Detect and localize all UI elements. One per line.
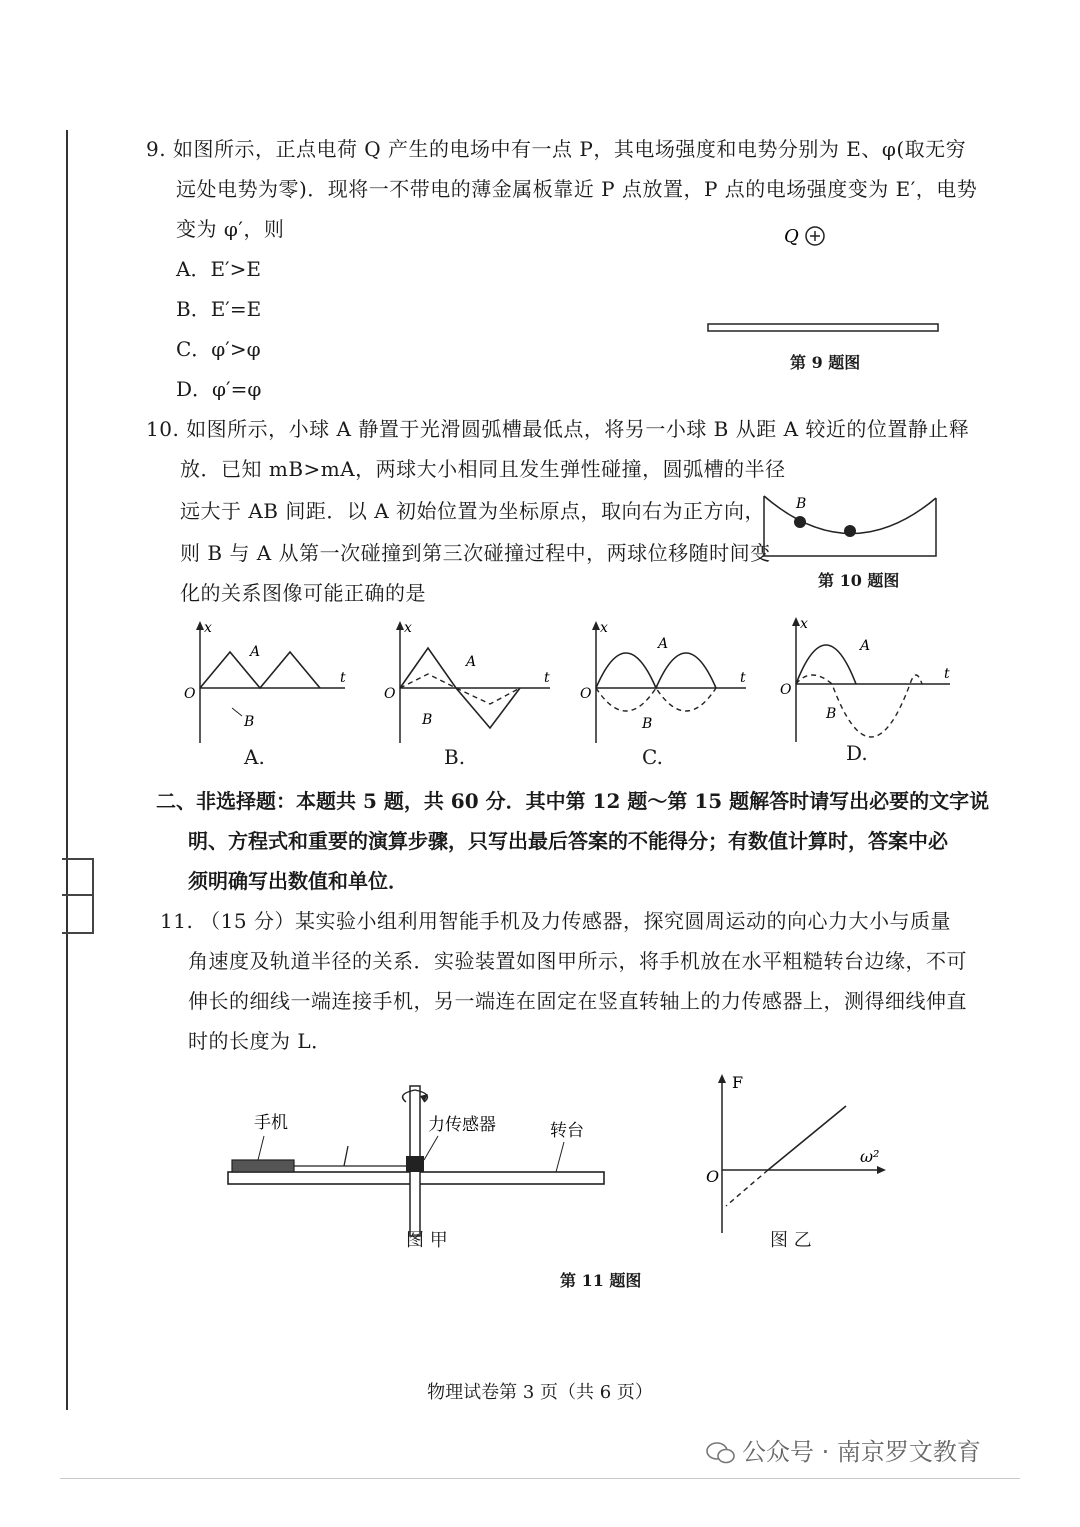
- q9-line-2: 远处电势为零)．现将一不带电的薄金属板靠近 P 点放置，P 点的电场强度变为 E′，电势: [176, 177, 978, 201]
- page-footer: 物理试卷第 3 页（共 6 页）: [427, 1382, 653, 1403]
- q9-line-1: 9. 如图所示，正点电荷 Q 产生的电场中有一点 P，其电场强度和电势分别为 E、φ(取无穷: [146, 137, 967, 161]
- axis-t-label: t: [740, 670, 746, 686]
- curve-a-label: A: [658, 636, 669, 652]
- q9-line-3: 变为 φ′，则: [176, 217, 285, 241]
- section2-line-1: 二、非选择题：本题共 5 题，共 60 分．其中第 12 题～第 15 题解答时请写出必要的文字说: [156, 789, 990, 813]
- q10-bowl-figure: [760, 490, 945, 562]
- graph-omega-label: ω²: [860, 1147, 880, 1166]
- q10-graph-b: [380, 618, 555, 748]
- q10-option-a: A.: [244, 745, 265, 769]
- q9-figure: [700, 220, 950, 340]
- q11-line-3: 伸长的细线一端连接手机，另一端连在固定在竖直转轴上的力传感器上，测得细线伸直: [188, 989, 967, 1013]
- q11-line-1: 11. （15 分）某实验小组利用智能手机及力传感器，探究圆周运动的向心力大小与质量: [160, 909, 951, 933]
- wechat-icon: [706, 1441, 736, 1465]
- metal-plate: [708, 324, 938, 331]
- curve-b-label: B: [642, 716, 653, 732]
- q9-caption: 第 9 题图: [790, 353, 861, 372]
- q11-caption-yi: 图 乙: [770, 1230, 812, 1251]
- curve-b: [400, 674, 520, 704]
- axis-x-label: x: [204, 620, 212, 636]
- q10-line-5: 化的关系图像可能正确的是: [180, 581, 426, 605]
- binding-mark: [62, 858, 94, 934]
- q11-caption: 第 11 题图: [560, 1271, 642, 1290]
- curve-b-label: B: [422, 712, 433, 728]
- graph-f-label: F: [732, 1073, 744, 1092]
- q10-line-2: 放．已知 mB>mA，两球大小相同且发生弹性碰撞，圆弧槽的半径: [180, 457, 786, 481]
- q10-graph-a: [180, 618, 350, 748]
- q10-caption: 第 10 题图: [818, 571, 900, 590]
- force-line: [768, 1106, 846, 1170]
- q10-option-c: C.: [642, 745, 663, 769]
- curve-a-label: A: [860, 638, 871, 654]
- ball-b-label: B: [796, 496, 807, 512]
- label-table: 转台: [550, 1121, 584, 1141]
- q10-option-b: B.: [444, 745, 466, 769]
- q10-graph-c: [576, 618, 751, 748]
- margin-line: [66, 130, 68, 1410]
- origin-label: O: [384, 686, 396, 702]
- q9-option-c: C．φ′>φ: [176, 337, 261, 361]
- origin-label: O: [780, 682, 792, 698]
- curve-a-label: A: [466, 654, 477, 670]
- axis-t-label: t: [544, 670, 550, 686]
- curve-a-label: A: [250, 644, 261, 660]
- force-sensor: [406, 1156, 424, 1172]
- watermark-text: 公众号 · 南京罗文教育: [742, 1438, 981, 1466]
- phone: [232, 1160, 294, 1172]
- q10-graph-d: [776, 614, 956, 748]
- q10-line-1: 10. 如图所示，小球 A 静置于光滑圆弧槽最低点，将另一小球 B 从距 A 较近的位置静止释: [146, 417, 970, 441]
- origin-label: O: [184, 686, 196, 702]
- axis-t-label: t: [340, 670, 346, 686]
- q11-line-4: 时的长度为 L．: [188, 1029, 332, 1053]
- curve-b-label: B: [826, 706, 837, 722]
- q10-line-3: 远大于 AB 间距．以 A 初始位置为坐标原点，取向右为正方向，: [180, 499, 766, 523]
- ball-a: [844, 525, 856, 537]
- bottom-rule: [60, 1478, 1020, 1479]
- label-phone: 手机: [254, 1113, 288, 1133]
- ball-b: [794, 516, 806, 528]
- graph-origin-label: O: [706, 1167, 720, 1186]
- q9-option-b: B．E′=E: [176, 297, 262, 321]
- q10-option-d: D.: [846, 741, 868, 765]
- label-sensor: 力传感器: [428, 1115, 496, 1135]
- axis-x-label: x: [600, 620, 608, 636]
- axis-t-label: t: [944, 666, 950, 682]
- curve-a: [796, 645, 856, 684]
- q11-line-2: 角速度及轨道半径的关系．实验装置如图甲所示，将手机放在水平粗糙转台边缘，不可: [188, 949, 967, 973]
- q10-line-4: 则 B 与 A 从第一次碰撞到第三次碰撞过程中，两球位移随时间变: [180, 541, 771, 565]
- axis-x-label: x: [404, 620, 412, 636]
- section2-line-2: 明、方程式和重要的演算步骤，只写出最后答案的不能得分；有数值计算时，答案中必: [188, 829, 948, 853]
- curve-b: [596, 688, 716, 711]
- q9-charge-label: Q: [784, 226, 799, 247]
- curve-a: [596, 653, 716, 688]
- curve-b-label: B: [244, 714, 255, 730]
- axis-x-label: x: [800, 616, 808, 632]
- q11-figure-yi: [696, 1068, 896, 1240]
- section2-line-3: 须明确写出数值和单位．: [188, 869, 408, 893]
- origin-label: O: [580, 686, 592, 702]
- q9-option-a: A．E′>E: [176, 257, 261, 281]
- q9-option-d: D．φ′=φ: [176, 377, 262, 401]
- q11-caption-jia: 图 甲: [406, 1230, 448, 1251]
- extrapolated-line: [726, 1170, 768, 1206]
- watermark: [706, 1432, 981, 1467]
